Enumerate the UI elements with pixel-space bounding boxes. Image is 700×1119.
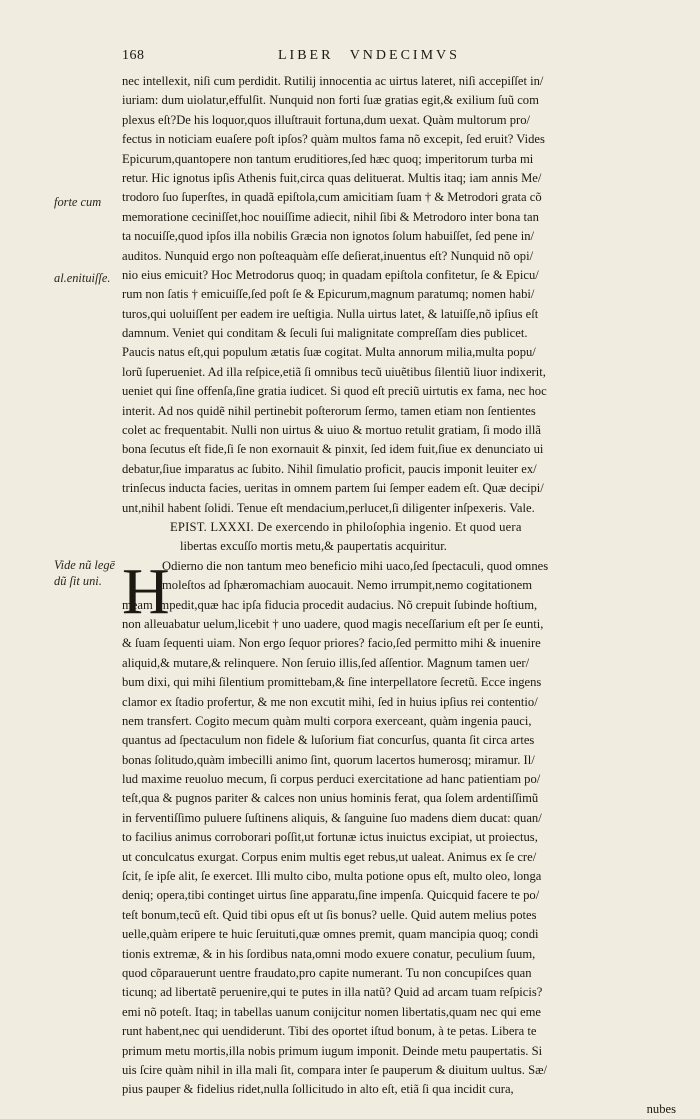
text-line: ticunq; ad libertatẽ peruenire,qui te putes in illa natũ? Quid ad arcam tuam reſpicis?: [122, 985, 543, 1000]
text-line: pius pauper & fidelius ridet,nulla ſollicitudo in alto eſt, etiã ſi qua incidit cura,: [122, 1082, 514, 1097]
text-line: memoratione ceciniſſet,hoc nouiſſime adiecit, nihil ſibi & Metrodoro inter bona tan: [122, 209, 539, 224]
epistle-heading: EPIST. LXXXI. De exercendo in philoſophia ingenio. Et quod uera: [170, 519, 522, 534]
text-line: ta nocuiſſe,quod ipſos illa nobilis Græcia non ignotos ſolum habuiſſet, ſed pene in/: [122, 229, 535, 244]
text-line: debatur,ſiue imparatus ac ſubito. Nihil ſimulatio proficit, paucis imponit leuiter ex/: [122, 461, 537, 476]
text-line: colet ac frequentabit. Nulli non uirtus & uiuo & mortuo retulit gratiam, ſi modo illã: [122, 423, 542, 438]
margin-note: dũ ſit uni.: [54, 574, 102, 588]
text-line: fectus in noticiam euaſere poſt ipſos? quàm multos fama nõ excepit, ſed eruit? Vides: [122, 132, 545, 147]
text-line: quod cõparauerunt uentre fraudato,pro capite numerant. Tu non concupiſces quan: [122, 965, 532, 980]
text-line: unt,nihil habent ſolidi. Tenue eſt mendacium,perlucet,ſi diligenter inſpexeris. Vale.: [122, 500, 535, 515]
text-line: trinſecus inducta facies, ueritas in omnem partem ſui ſemper eadem eſt. Quæ decipi/: [122, 481, 544, 496]
text-line: deniq; opera,tibi continget uirtus ſine apparatu,ſine impenſa. Quicquid facere te po/: [122, 888, 540, 903]
text-line: turos,qui uoluiſſent per eadem ire ueſtigia. Nulla uirtus latet, & latuiſſe,nõ ipſius eſt: [122, 306, 539, 321]
text-line: ut conculcatus exurgat. Corpus enim multis eget rebus,ut ualeat. Animus ex ſe cre/: [122, 849, 537, 864]
text-line: primum metu mortis,illa nobis primum iugum imponit. Deinde metu paupertatis. Si: [122, 1043, 543, 1058]
text-line: non alleuabatur uelum,licebit † uno uadere, quod magis neceſſarium eſt per ſe eunti,: [122, 616, 544, 631]
text-line: interit. Ad nos quidẽ nihil pertinebit poſterorum ſermo, tamen etiam non ſentientes: [122, 403, 536, 418]
text-line: retur. Hic ignotus ipſis Athenis fuit,circa quas delituerat. Multis itaq; iam annis Me/: [122, 170, 542, 185]
epistle-subheading: libertas excuſſo mortis metu,& paupertatis acquiritur.: [180, 539, 447, 554]
text-line: damnum. Veniet qui conditam & ſeculi ſui malignitate compreſſam dies publicet.: [122, 326, 528, 341]
text-line: in ferventiſſimo puluere ſuſtinens aliquis, & ſanguine ſuo madens diem ducat: quan/: [122, 810, 542, 825]
text-line: auditos. Nunquid ergo non poſteaquàm eſſe deſierat,inuentus eſt? Nunquid nõ opi/: [122, 248, 534, 263]
text-line: to facilius animus corroborari poſſit,ut fortunæ ictus inuictus excipiat, ut proiectus,: [122, 830, 538, 845]
text-line: Epicurum,quantopere non tantum eruditiores,ſed hæc quoq; imperitorum turba mi: [122, 151, 534, 166]
text-line: runt habent,nec qui uendiderunt. Tibi des oportet iſtud bonum, à te petas. Libera te: [122, 1024, 537, 1039]
text-line: teſt,qua & pugnos pariter & calces non unius hominis ferat, qua ſolem ardentiſſimũ: [122, 791, 539, 806]
text-line: plexus eſt?De his loquor,quos illuſtrauit fortuna,dum uexat. Quàm multorum pro/: [122, 112, 531, 127]
text-line: nio eius emicuit? Hoc Metrodorus quoq; in quadam epiſtola confitetur, ſe & Epicu/: [122, 267, 539, 282]
margin-note: Vide nũ legē: [54, 558, 116, 572]
page-header: [122, 48, 672, 68]
text-line: uelle,quàm eripere te huic ſeruituti,quæ omnes premit, quam mancipia quoq; condi: [122, 927, 539, 942]
text-line: aliquid,& mutare,& relinquere. Non ſeruio illis,ſed aſſentior. Magnum tamen uer/: [122, 655, 530, 670]
text-line: nem transfert. Cogito mecum quàm multi corpora exerceant, quàm ingenia pauci,: [122, 713, 532, 728]
folio-number: 168: [122, 48, 145, 63]
dropcap-letter: H: [122, 554, 170, 628]
text-line: ueniet qui ſine offenſa,ſine gratia iudicet. Si quod eſt preciũ uirtutis ex fama, nec hoc: [122, 384, 547, 399]
margin-note: al.enituiſſe.: [54, 271, 111, 285]
text-line: meam impedit,quæ hac ipſa fiducia procedit audacius. Nõ crepuit ſubinde hoſtium,: [122, 597, 538, 612]
text-line: Odierno die non tantum meo beneficio mihi uaco,ſed ſpectaculi, quod omnes: [162, 558, 549, 573]
text-line: Paucis natus eſt,qui populum ætatis ſuæ cogitat. Multa annorum milia,multa popu/: [122, 345, 536, 360]
text-line: lud maxime reuoluo mecum, ſi corpus perduci exercitatione ad hanc patientiam po/: [122, 772, 541, 787]
text-line: bona ſecutus eſt fide,ſi ſe non exornauit & pinxit, ſed idem fuit,ſiue ex denunciato ui: [122, 442, 544, 457]
text-line: iuriam: dum uiolatur,effulſit. Nunquid non forti ſuæ gratias egit,& exilium ſuũ com: [122, 93, 539, 108]
text-line: bonas ſolitudo,quàm imbecilli animo ſint, quorum lacertos humerosq; miramur. Il/: [122, 752, 535, 767]
running-title: LIBER VNDECIMVS: [278, 48, 460, 63]
text-line: uis ſcire quàm nihil in illa mali ſit, compara inter ſe pauperum & diuitum uultus. Sæ/: [122, 1062, 547, 1077]
text-line: quantus ad ſpectaculum non fidele & luſorium fiat concurſus, quanta ſit circa artes: [122, 733, 535, 748]
text-line: trodoro ſuo ſuperſtes, in quadã epiſtola,cum amicitiam ſuam † & Metrodori grata cõ: [122, 190, 542, 205]
text-line: tionis extremæ, & in his ſordibus nata,omni modo exuere conatur, peculium ſuum,: [122, 946, 536, 961]
text-line: teſt bonum,tecũ eſt. Quid tibi opus eſt ut ſis bonus? uelle. Quid autem melius potes: [122, 907, 537, 922]
main-text-column: [122, 72, 678, 1119]
text-line: lorũ ſuperueniet. Ad illa reſpice,etiã ſi omnibus tecũ uiuẽtibus ſilentiũ liuor indixerit,: [122, 364, 546, 379]
text-line: clamor ex ſtadio profertur, & me non excutit mihi, ſed in huius ipſius rei contentio/: [122, 694, 538, 709]
text-line: rum non ſatis † emicuiſſe,ſed poſt ſe & Epicurum,magnum paratumq; nomen habi/: [122, 287, 535, 302]
text-line: & ſuam ſequenti uiam. Non ergo ſequor priores? facio,ſed permitto mihi & inuenire: [122, 636, 541, 651]
text-line: moleſtos ad ſphæromachiam auocauit. Nemo irrumpit,nemo cogitationem: [162, 578, 533, 593]
catchword: nubes: [646, 1101, 676, 1116]
text-line: bum dixi, qui mihi ſilentium promittebam,& ſine interpellatore ſecretũ. Ecce ingens: [122, 675, 542, 690]
text-line: ſcit, ſe ipſe alit, ſe exercet. Illi multo cibo, multa potione opus eſt, multo oleo, longa: [122, 869, 542, 884]
text-line: nec intellexit, niſi cum perdidit. Rutilij innocentia ac uirtus lateret, niſi accepiſſet in/: [122, 74, 544, 88]
margin-note: forte cum: [54, 195, 102, 209]
text-line: emi nõ poteſt. Itaq; in tabellas uanum conijcitur nomen libertatis,quam nec qui eme: [122, 1004, 541, 1019]
